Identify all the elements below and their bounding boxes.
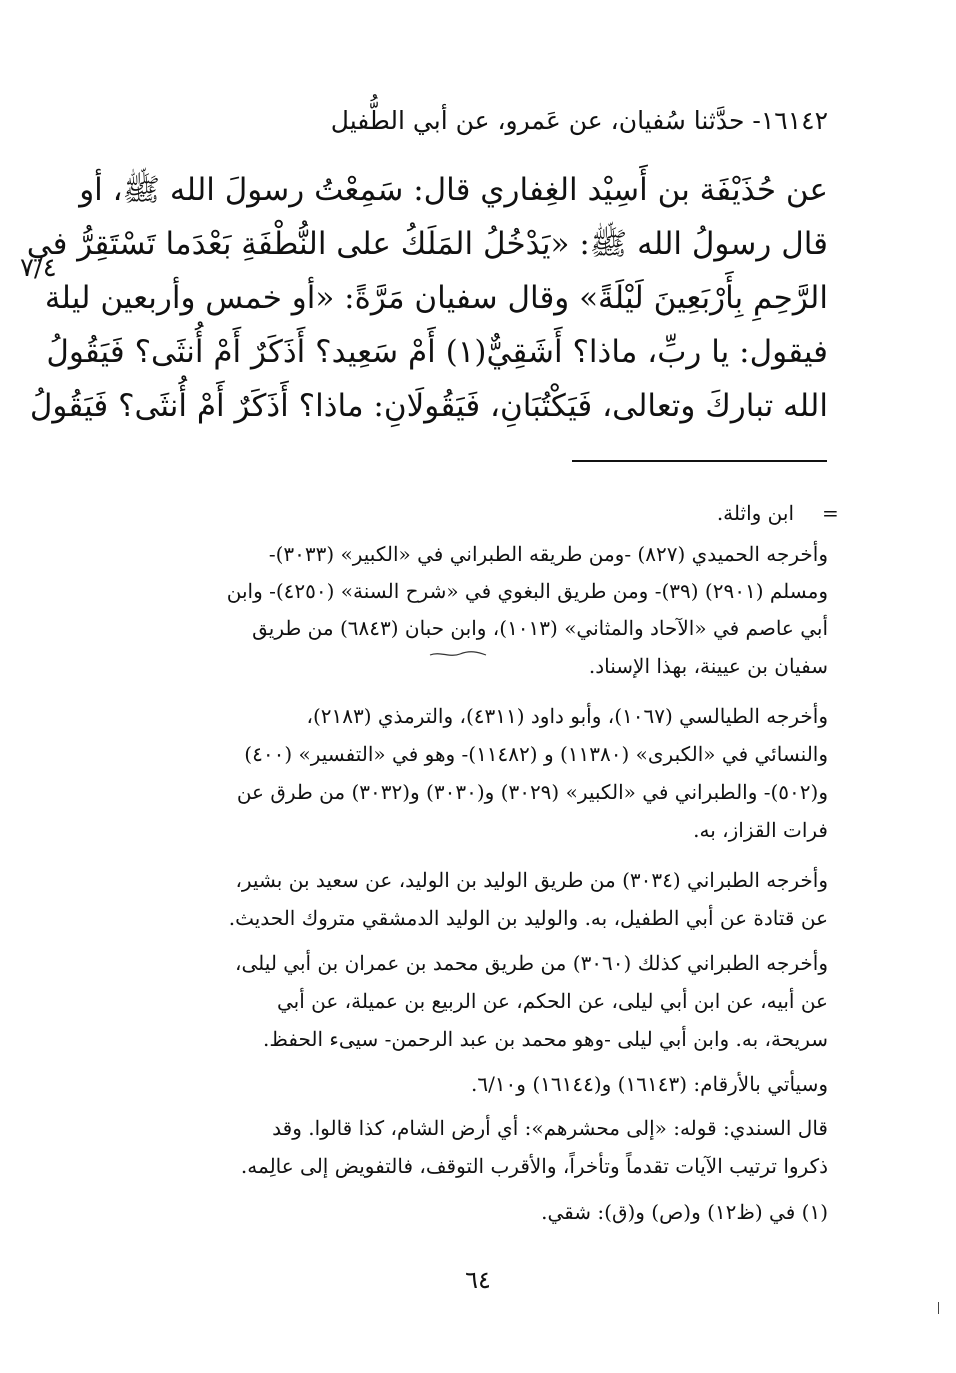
main-text-line: الرَّحِمِ بِأَرْبَعِينَ لَيْلَةً» وقال سفيان مَرَّةً: «أو خمس وأربعين ليلة (44, 280, 828, 316)
footnote-line: سريحة، به. وابن أبي ليلى -وهو محمد بن عبد الرحمن- سيىء الحفظ. (263, 1027, 828, 1051)
footnote-line: عن قتادة عن أبي الطفيل، به. والوليد بن الوليد الدمشقي متروك الحديث. (228, 906, 828, 930)
footnote-line: ابن واثلة. (716, 501, 794, 525)
footnote-line: ذكروا ترتيب الآيات تقدماً وتأخراً، والأقرب التوقف، فالتفويض إلى عالِمه. (240, 1154, 828, 1178)
footnote-line: وأخرجه الطبراني (٣٠٣٤) من طريق الوليد بن الوليد، عن سعيد بن بشير، (235, 868, 828, 892)
volume-page-reference: ٧/٤ (20, 253, 57, 283)
hadith-heading: ١٦١٤٢- حدَّثنا سُفيان، عن عَمرو، عن أبي الطُّفيل (330, 106, 828, 135)
footnote-line: سفيان بن عيينة، بهذا الإسناد. (588, 654, 828, 678)
footnote-continuation-mark: = (822, 501, 839, 525)
footnote-line: قال السندي: قوله: «إلى محشرهم»: أي أرض الشام، كذا قالوا. وقد (272, 1116, 828, 1140)
scan-edge-mark (938, 1302, 943, 1314)
footnote-line: (١) في (ظ١٢) و(ص) و(ق): شقي. (541, 1200, 828, 1224)
footnote-line: وأخرجه الطيالسي (١٠٦٧)، وأبو داود (٤٣١١)، والترمذي (٢١٨٣)، (306, 704, 828, 728)
main-text-line: الله تباركَ وتعالى، فَيَكْتُبَانِ، فَيَقُولَانِ: ماذا؟ أَذَكَرٌ أَمْ أُنثَى؟ فَيَقُولُ (29, 388, 828, 424)
footnote-line: و(٥٠٢)- والطبراني في «الكبير» (٣٠٢٩) و(٣٠٣٠) و(٣٠٣٢) من طرق عن (236, 780, 828, 804)
footnote-line: فرات القزاز، به. (693, 818, 828, 842)
footnote-line: أبي عاصم في «الآحاد والمثاني» (١٠١٣)، وابن حبان (٦٨٤٣) من طريق (252, 616, 828, 640)
footnote-line: والنسائي في «الكبرى» (١١٣٨٠) و (١١٤٨٢)- وهو في «التفسير» (٤٠٠) (244, 742, 828, 766)
main-text-line: عن حُذَيْفَة بن أَسِيْد الغِفاري قال: سَمِعْتُ رسولَ الله ﷺ، أو (79, 172, 828, 208)
footnote-separator (572, 460, 827, 462)
main-text-line: قال رسولُ الله ﷺ: «يَدْخُلُ المَلَكُ على النُّطْفَةِ بَعْدَما تَسْتَقِرُّ في (26, 226, 828, 262)
footnote-line: ومسلم (٢٩٠١) (٣٩)- ومن طريق البغوي في «شرح السنة» (٤٢٥٠)- وابن (226, 579, 828, 603)
main-text-line: فيقول: يا ربِّ، ماذا؟ أَشَقِيٌّ(١) أَمْ سَعِيد؟ أَذَكَرٌ أَمْ أُنثَى؟ فَيَقُولُ (46, 334, 828, 370)
underline-squiggle (428, 650, 488, 658)
footnote-line: وأخرجه الطبراني كذلك (٣٠٦٠) من طريق محمد بن عمران بن أبي ليلى، (235, 951, 828, 975)
footnote-line: وأخرجه الحميدي (٨٢٧) -ومن طريقه الطبراني في «الكبير» (٣٠٣٣)- (268, 542, 828, 566)
footnote-line: عن أبيه، عن ابن أبي ليلى، عن الحكم، عن الربيع بن عميلة، عن أبي (276, 989, 828, 1013)
footnote-line: وسيأتي بالأرقام: (١٦١٤٣) و(١٦١٤٤) و٦/١٠. (470, 1072, 828, 1096)
page-number: ٦٤ (465, 1266, 491, 1294)
